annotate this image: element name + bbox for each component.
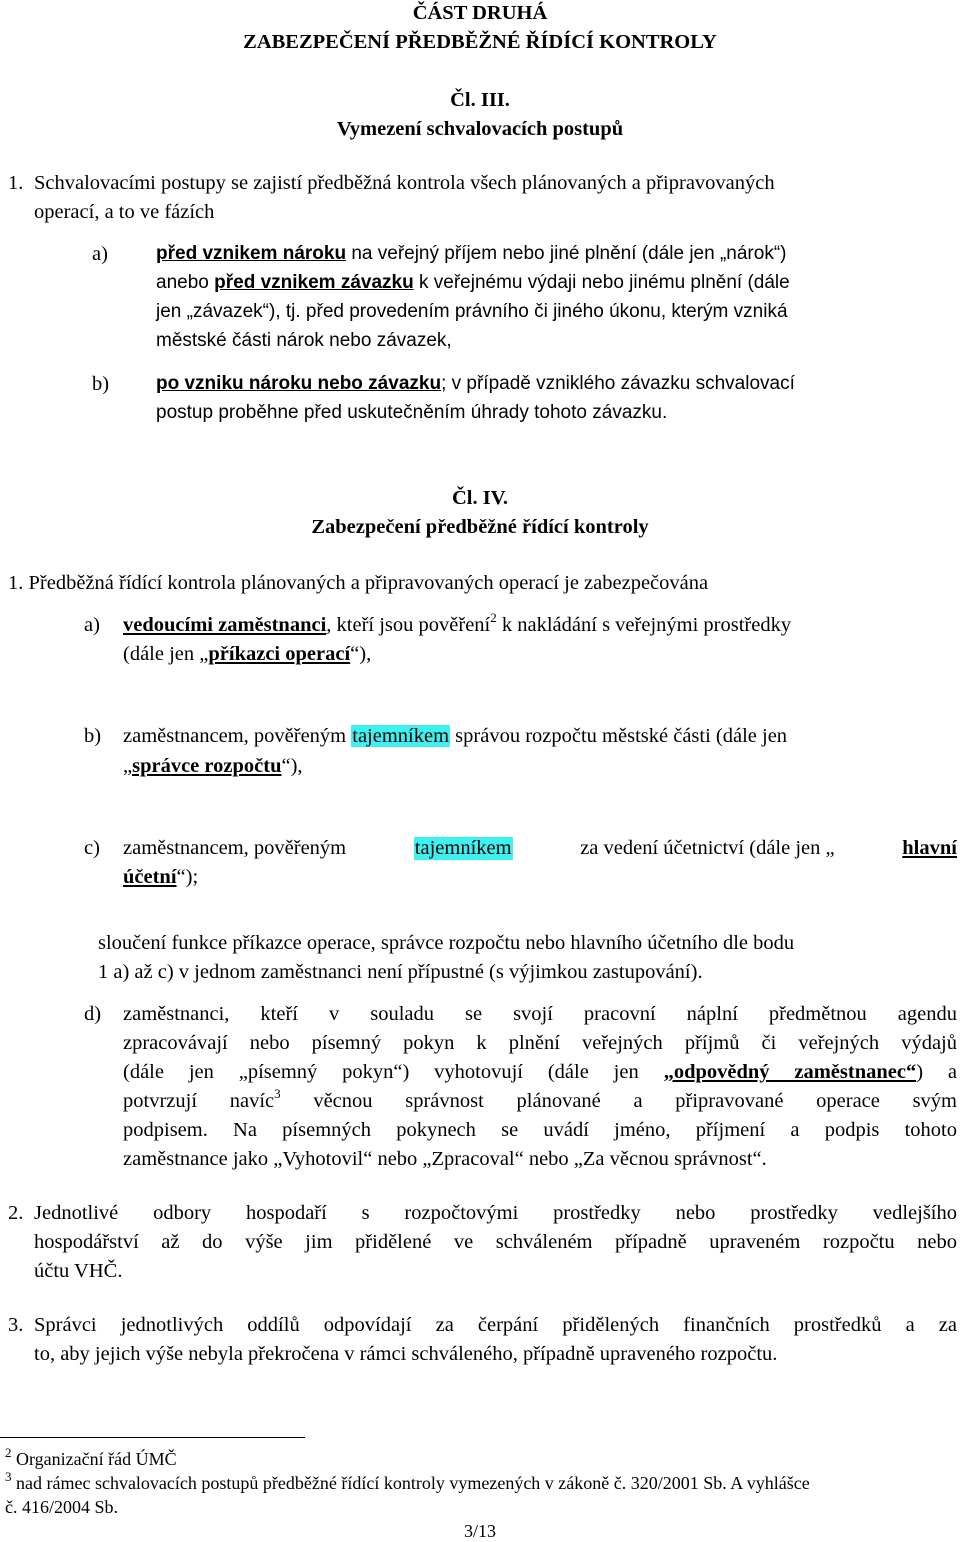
list-item-a-line1: vedoucími zaměstnanci, kteří jsou pověření$^2$ k nakládání s veřejnými prostředky: [123, 610, 792, 636]
list-item-d-line2: zpracovávají nebo písemný pokyn k plnění veřejných příjmů či veřejných výdajů: [123, 1032, 957, 1054]
paragraph-text: 1 a) až c) v jednom zaměstnanci není přípustné (s výjimkou zastupování).: [98, 961, 703, 983]
paragraph-text: operací, a to ve fázích: [34, 201, 215, 223]
list-item-d-line3: (dále jen „písemný pokyn“) vyhotovují (dále jen „odpovědný zaměstnanec“) a: [123, 1061, 957, 1083]
article-3-number: Čl. III.: [450, 89, 510, 111]
paragraph-text: účtu VHČ.: [34, 1260, 123, 1282]
paragraph-text: sloučení funkce příkazce operace, správce rozpočtu nebo hlavního účetního dle bodu: [98, 932, 795, 954]
footnote-3-continued: č. 416/2004 Sb.: [5, 1497, 119, 1517]
paragraph-text: 1. Předběžná řídící kontrola plánovaných a připravovaných operací je zabezpečována: [8, 572, 709, 594]
list-item-b-line2: postup proběhne před uskutečněním úhrady tohoto závazku.: [156, 402, 668, 423]
list-item-d-line6: zaměstnance jako „Vyhotovil“ nebo „Zpracoval“ nebo „Za věcnou správnost“.: [123, 1148, 767, 1170]
list-item-c-line1: zaměstnancem, pověřeným tajemníkem za vedení účetnictví (dále jen „ hlavní: [123, 837, 957, 859]
list-item-d-line5: podpisem. Na písemných pokynech se uvádí jméno, příjmení a podpis tohoto: [123, 1119, 957, 1141]
page-number: 3/13: [463, 1521, 496, 1541]
footnote-separator: [0, 1437, 305, 1438]
paragraph-text: hospodářství až do výše jim přidělené ve schváleném případně upraveném rozpočtu nebo: [34, 1231, 957, 1253]
list-item-b-line1: zaměstnancem, pověřeným tajemníkem správou rozpočtu městské části (dále jen: [123, 725, 788, 747]
list-item-b-line1: po vzniku nároku nebo závazku; v případě vzniklého závazku schvalovací: [156, 373, 795, 394]
paragraph-number: 1.: [8, 172, 24, 194]
paragraph-number: 3.: [8, 1314, 24, 1336]
list-item-d-line1: zaměstnanci, kteří v souladu se svojí pracovní náplní předmětnou agendu: [123, 1003, 957, 1025]
article-4-number: Čl. IV.: [451, 487, 508, 509]
list-label-b: b): [92, 373, 110, 395]
footnote-2: $^2$ Organizační řád ÚMČ: [5, 1445, 177, 1469]
list-item-b-line2: „správce rozpočtu“),: [123, 755, 303, 777]
part-subtitle: ZABEZPEČENÍ PŘEDBĚŽNÉ ŘÍDÍCÍ KONTROLY: [243, 31, 717, 53]
paragraph-number: 2.: [8, 1202, 24, 1224]
paragraph-text: Jednotlivé odbory hospodaří s rozpočtovými prostředky nebo prostředky vedlejšího: [34, 1202, 957, 1224]
list-label-c: c): [84, 837, 100, 859]
list-item-a-line1: před vznikem nároku na veřejný příjem nebo jiné plnění (dále jen „nárok“): [156, 243, 787, 264]
paragraph-text: to, aby jejich výše nebyla překročena v rámci schváleného, případně upraveného rozpočtu.: [34, 1343, 778, 1365]
list-label-d: d): [84, 1003, 102, 1025]
highlighted-text: tajemníkem: [414, 837, 512, 859]
part-title: ČÁST DRUHÁ: [412, 2, 548, 24]
list-item-a-line2: (dále jen „příkazci operací“),: [123, 643, 372, 665]
list-label-a: a): [92, 243, 108, 265]
paragraph-text: Správci jednotlivých oddílů odpovídají za čerpání přidělených finančních prostředků a za: [34, 1314, 957, 1336]
article-4-heading: Zabezpečení předběžné řídící kontroly: [311, 516, 649, 538]
list-item-c-line2: účetní“);: [123, 866, 199, 888]
list-item-a-line3: jen „závazek“), tj. před provedením právního či jiného úkonu, kterým vzniká: [156, 301, 788, 322]
footnote-3: $^3$ nad rámec schvalovacích postupů předběžné řídící kontroly vymezených v zákoně č. 320/2001 Sb. A vyhlášce: [5, 1469, 810, 1493]
highlighted-text: tajemníkem: [352, 725, 450, 747]
list-item-d-line4: potvrzují navíc$^3$ věcnou správnost plánované a připravované operace svým: [123, 1086, 957, 1112]
article-3-heading: Vymezení schvalovacích postupů: [336, 118, 624, 140]
list-item-a-line4: městské části nárok nebo závazek,: [156, 330, 452, 351]
list-label-a: a): [84, 614, 100, 636]
list-item-a-line2: anebo před vznikem závazku k veřejnému výdaji nebo jinému plnění (dále: [156, 272, 790, 293]
paragraph-text: Schvalovacími postupy se zajistí předběžná kontrola všech plánovaných a připravovaných: [34, 172, 775, 194]
list-label-b: b): [84, 725, 102, 747]
